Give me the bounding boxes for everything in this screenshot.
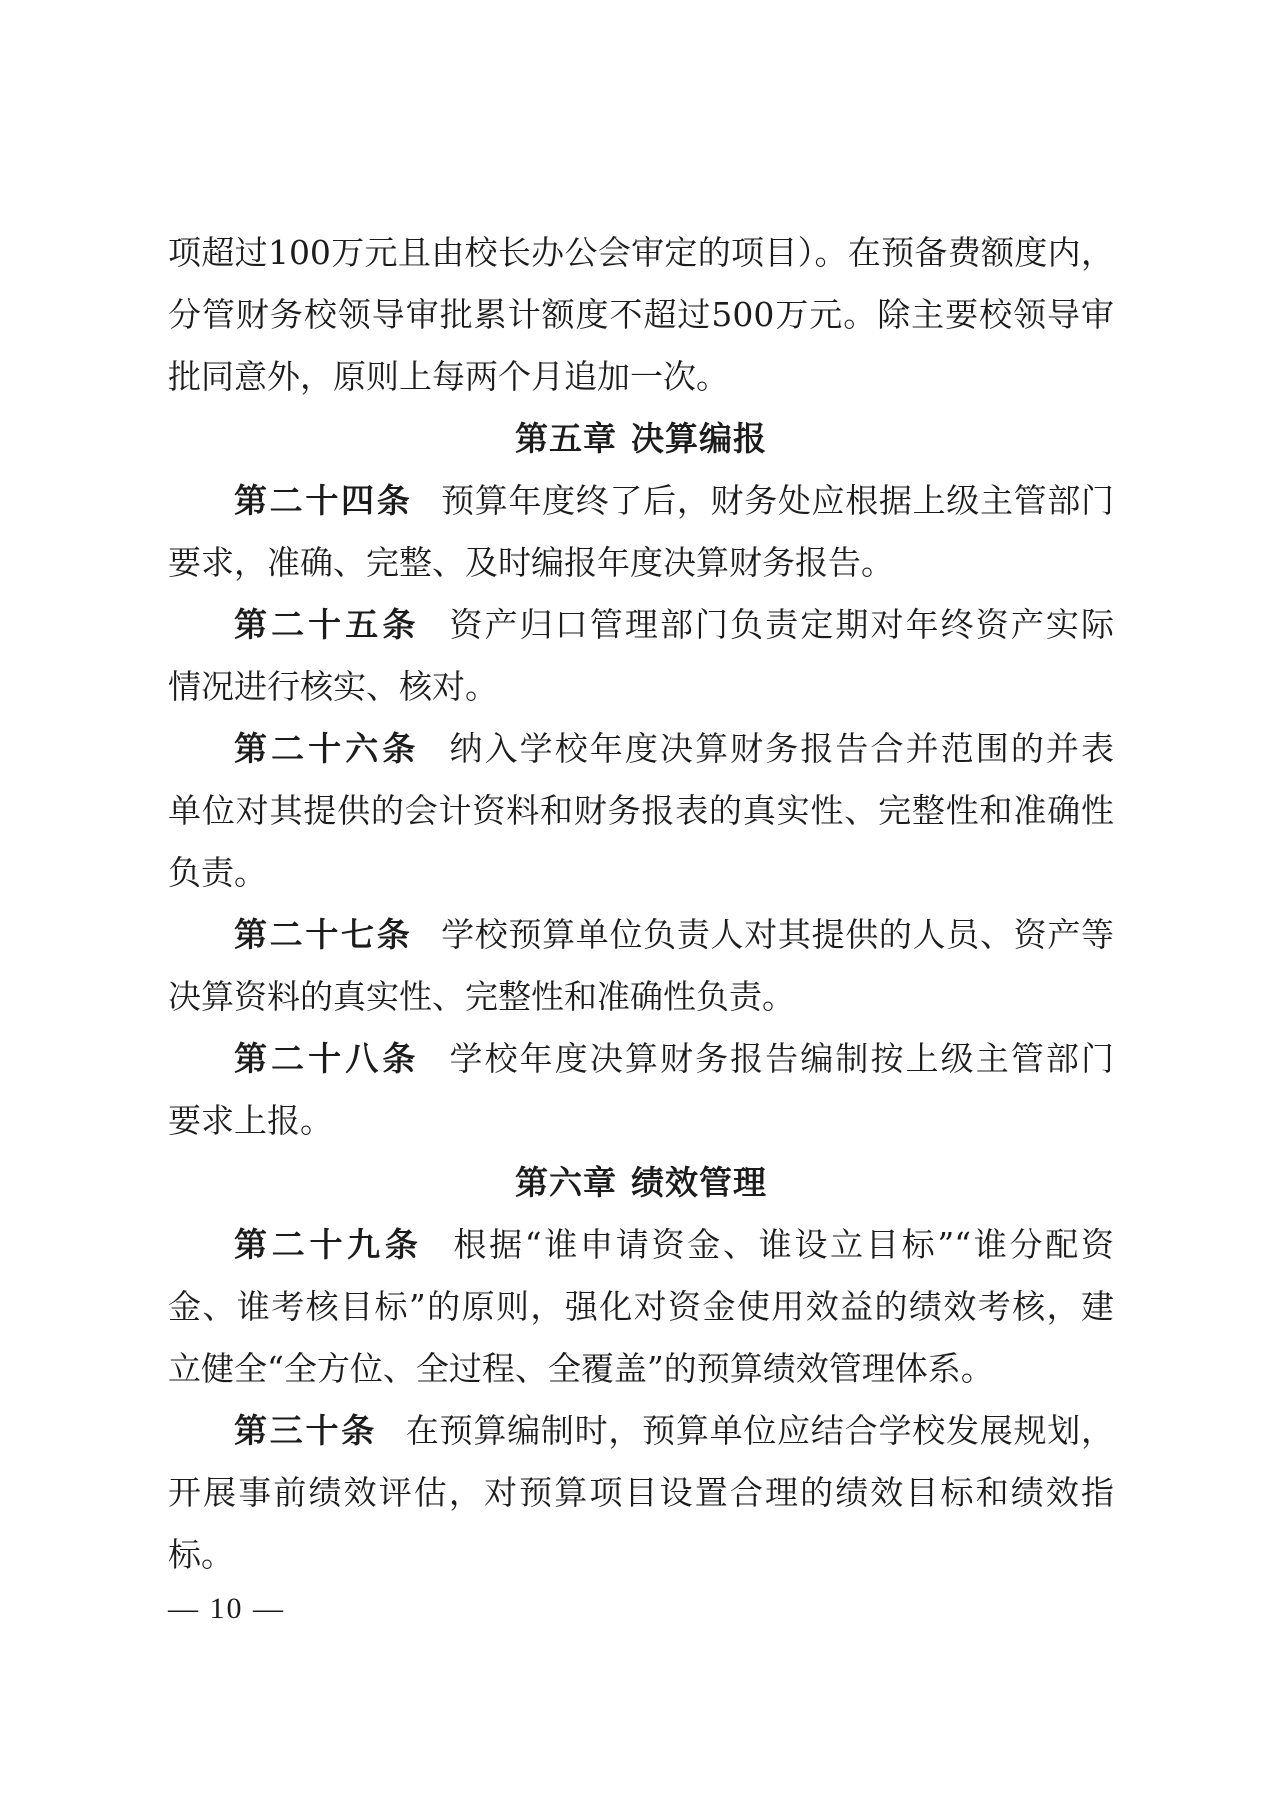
chapter-number: 第五章 [515,419,617,458]
text-line: 立健全“全方位、全过程、全覆盖”的预算绩效管理体系。 [168,1349,994,1388]
text-line: 批同意外，原则上每两个月追加一次。 [168,357,729,396]
article-28 [168,1028,1114,1152]
article-text: 资产归口管理部门负责定期对年终资产实际 [447,605,1115,644]
text-line: 要求上报。 [168,1101,333,1140]
text-line: 开展事前绩效评估，对预算项目设置合理的绩效目标和绩效指 [168,1473,1114,1512]
continuation-paragraph [168,222,1114,408]
chapter-title: 绩效管理 [631,1163,767,1202]
text-line: 项超过100万元且由校长办公会审定的项目）。在预备费额度内， [168,233,1114,272]
article-text: 在预算编制时，预算单位应结合学校发展规划， [405,1411,1115,1450]
chapter-number: 第六章 [515,1163,617,1202]
article-number: 第二十八条 [234,1039,420,1078]
text-line: 标。 [168,1535,234,1574]
text-line: 金、谁考核目标”的原则，强化对资金使用效益的绩效考核，建 [168,1287,1114,1326]
chapter-title: 决算编报 [631,419,767,458]
text-line: 单位对其提供的会计资料和财务报表的真实性、完整性和准确性 [168,791,1114,830]
text-line: 负责。 [168,853,267,892]
article-text: 根据“谁申请资金、谁设立目标”“谁分配资 [450,1225,1114,1264]
article-24 [168,470,1114,594]
article-30 [168,1400,1114,1586]
article-number: 第二十五条 [234,605,420,644]
chapter-heading [168,1152,1114,1214]
page-body [168,222,1114,1586]
article-text: 预算年度终了后，财务处应根据上级主管部门 [440,481,1115,520]
article-first-line [168,1400,1114,1462]
article-number: 第二十六条 [234,729,420,768]
text-line: 决算资料的真实性、完整性和准确性负责。 [168,977,795,1016]
article-26 [168,718,1114,904]
chapter-heading [168,408,1114,470]
article-text: 学校年度决算财务报告编制按上级主管部门 [447,1039,1115,1078]
article-number: 第二十四条 [234,481,413,520]
article-number: 第三十条 [234,1411,378,1450]
text-line: 要求，准确、完整、及时编报年度决算财务报告。 [168,543,894,582]
article-first-line [168,1214,1114,1276]
text-line: 分管财务校领导审批累计额度不超过500万元。除主要校领导审 [168,295,1114,334]
article-first-line [168,718,1114,780]
article-first-line [168,594,1114,656]
article-first-line [168,904,1114,966]
article-29 [168,1214,1114,1400]
article-first-line [168,470,1114,532]
page-number: — 10 — [168,1592,285,1625]
article-25 [168,594,1114,718]
article-text: 学校预算单位负责人对其提供的人员、资产等 [440,915,1115,954]
article-27 [168,904,1114,1028]
article-first-line [168,1028,1114,1090]
text-line: 情况进行核实、核对。 [168,667,498,706]
article-text: 纳入学校年度决算财务报告合并范围的并表 [447,729,1115,768]
article-number: 第二十七条 [234,915,413,954]
article-number: 第二十九条 [234,1225,423,1264]
